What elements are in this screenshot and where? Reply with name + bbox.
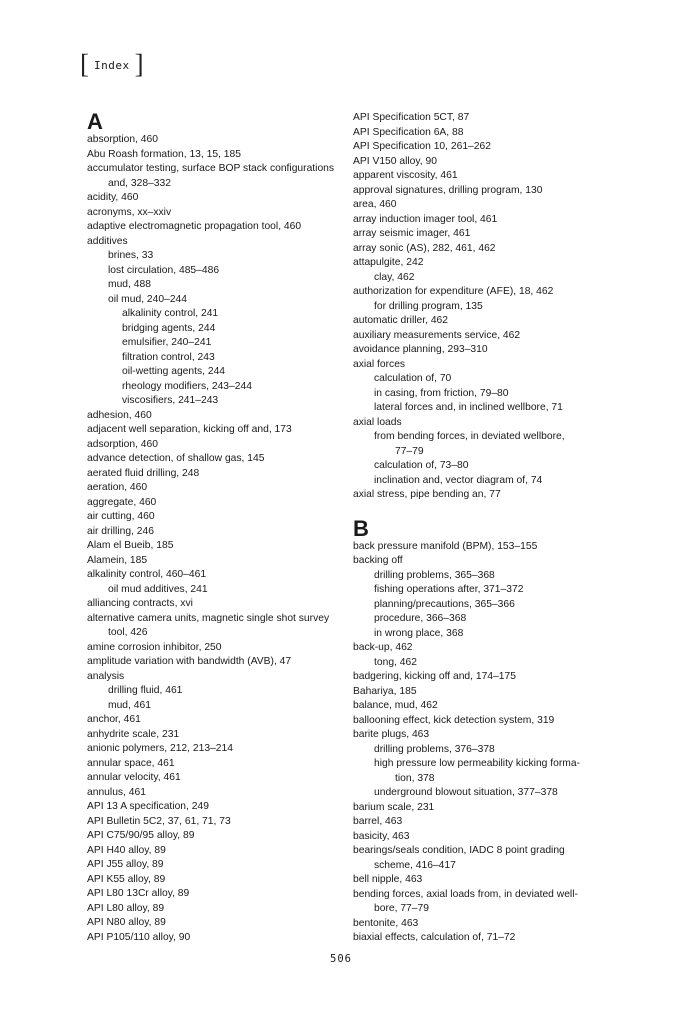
index-entry: apparent viscosity, 461 xyxy=(353,170,458,181)
index-entry: API N80 alloy, 89 xyxy=(87,917,166,928)
index-entry: attapulgite, 242 xyxy=(353,257,424,268)
index-entry: API Specification 5CT, 87 xyxy=(353,112,470,123)
index-entry: annulus, 461 xyxy=(87,786,146,798)
index-entry: API L80 alloy, 89 xyxy=(87,902,165,914)
index-entry: bentonite, 463 xyxy=(353,917,419,929)
index-entry: basicity, 463 xyxy=(353,830,410,842)
index-entry: ballooning effect, kick detection system, 319 xyxy=(353,714,555,726)
index-entry: anionic polymers, 212, 213–214 xyxy=(87,743,233,754)
index-subentry: high pressure low permeability kicking forma- xyxy=(374,758,581,769)
index-entry: anhydrite scale, 231 xyxy=(87,728,180,740)
index-entry: annular velocity, 461 xyxy=(87,772,181,783)
index-subentry: viscosifiers, 241–243 xyxy=(122,395,219,406)
index-entry: amine corrosion inhibitor, 250 xyxy=(87,641,222,653)
index-entry: axial loads xyxy=(353,416,402,428)
section-letter-a: A xyxy=(87,109,103,134)
index-entry: API Specification 6A, 88 xyxy=(353,126,464,138)
index-entry: adaptive electromagnetic propagation tool, 460 xyxy=(87,221,302,232)
index-subentry: tong, 462 xyxy=(374,656,417,668)
index-subentry: mud, 461 xyxy=(108,699,151,711)
index-subentry: underground blowout situation, 377–378 xyxy=(374,787,558,798)
index-entry: alternative camera units, magnetic single shot survey xyxy=(87,612,330,624)
index-subentry: scheme, 416–417 xyxy=(374,859,456,871)
index-entry: API L80 13Cr alloy, 89 xyxy=(87,888,190,899)
index-entry: backing off xyxy=(353,555,403,566)
index-column-right xyxy=(353,111,618,946)
index-entry: back pressure manifold (BPM), 153–155 xyxy=(353,540,538,552)
index-entry: authorization for expenditure (AFE), 18, 462 xyxy=(353,286,554,297)
index-entry: API Bulletin 5C2, 37, 61, 71, 73 xyxy=(87,815,231,827)
index-subentry: calculation of, 70 xyxy=(374,373,452,384)
index-subentry: bridging agents, 244 xyxy=(122,322,216,334)
index-list-b xyxy=(353,540,618,946)
index-subentry: oil mud additives, 241 xyxy=(108,583,208,595)
index-entry: amplitude variation with bandwidth (AVB), 47 xyxy=(87,656,292,667)
index-entry: barrel, 463 xyxy=(353,816,403,827)
header-title: Index xyxy=(94,58,130,72)
index-subentry: in casing, from friction, 79–80 xyxy=(374,387,509,399)
index-entry: API C75/90/95 alloy, 89 xyxy=(87,830,195,841)
index-subentry: drilling problems, 365–368 xyxy=(374,569,495,581)
header-bracket-close: ] xyxy=(134,49,144,79)
index-subentry: and, 328–332 xyxy=(108,177,171,189)
index-subentry: planning/precautions, 365–366 xyxy=(374,598,515,610)
index-subentry: in wrong place, 368 xyxy=(374,627,464,639)
index-subentry: alkalinity control, 241 xyxy=(122,308,219,319)
index-subentry: inclination and, vector diagram of, 74 xyxy=(374,474,543,486)
index-subentry: drilling fluid, 461 xyxy=(108,685,183,696)
index-subentry: filtration control, 243 xyxy=(122,351,215,363)
index-subentry: oil mud, 240–244 xyxy=(108,293,188,305)
index-entry: advance detection, of shallow gas, 145 xyxy=(87,453,265,464)
index-subentry: emulsifier, 240–241 xyxy=(122,337,212,348)
index-entry: alkalinity control, 460–461 xyxy=(87,569,207,580)
index-entry: adsorption, 460 xyxy=(87,438,158,450)
index-subentry: mud, 488 xyxy=(108,279,151,290)
index-entry: Abu Roash formation, 13, 15, 185 xyxy=(87,148,241,160)
index-entry: anchor, 461 xyxy=(87,714,141,725)
index-entry: bearings/seals condition, IADC 8 point grading xyxy=(353,845,565,856)
index-entry: adjacent well separation, kicking off and, 173 xyxy=(87,424,292,435)
index-entry: additives xyxy=(87,235,128,247)
section-gap xyxy=(353,503,618,518)
header-bracket-open: [ xyxy=(80,49,89,79)
index-entry: back-up, 462 xyxy=(353,642,413,653)
index-entry: API J55 alloy, 89 xyxy=(87,859,164,870)
index-entry: badgering, kicking off and, 174–175 xyxy=(353,671,516,682)
index-subentry: procedure, 366–368 xyxy=(374,613,467,624)
index-subentry: 77–79 xyxy=(395,445,424,457)
index-subentry: clay, 462 xyxy=(374,271,415,283)
index-subentry: calculation of, 73–80 xyxy=(374,460,469,471)
index-entry: bending forces, axial loads from, in deviated well- xyxy=(353,888,578,900)
index-list-a-left xyxy=(87,133,352,945)
index-entry: API H40 alloy, 89 xyxy=(87,844,166,856)
index-entry: auxiliary measurements service, 462 xyxy=(353,329,521,341)
index-entry: absorption, 460 xyxy=(87,134,158,145)
index-list-a-right xyxy=(353,111,618,503)
index-subentry: for drilling program, 135 xyxy=(374,300,483,312)
index-column-left xyxy=(87,111,352,945)
index-subentry: rheology modifiers, 243–244 xyxy=(122,380,252,392)
index-entry: adhesion, 460 xyxy=(87,409,152,421)
index-subentry: from bending forces, in deviated wellbore, xyxy=(374,431,565,442)
index-entry: Bahariya, 185 xyxy=(353,685,417,697)
index-subentry: lost circulation, 485–486 xyxy=(108,264,220,276)
index-entry: aerated fluid drilling, 248 xyxy=(87,467,200,479)
index-entry: air drilling, 246 xyxy=(87,525,154,537)
index-subentry: tion, 378 xyxy=(395,772,435,784)
index-entry: aggregate, 460 xyxy=(87,496,157,508)
index-entry: API V150 alloy, 90 xyxy=(353,155,437,167)
index-subentry: lateral forces and, in inclined wellbore, 71 xyxy=(374,402,563,413)
index-entry: alliancing contracts, xvi xyxy=(87,598,193,609)
index-entry: barite plugs, 463 xyxy=(353,729,430,740)
index-entry: approval signatures, drilling program, 130 xyxy=(353,184,543,196)
index-subentry: drilling problems, 376–378 xyxy=(374,743,495,755)
index-subentry: oil-wetting agents, 244 xyxy=(122,366,226,377)
index-entry: array induction imager tool, 461 xyxy=(353,213,498,225)
index-entry: air cutting, 460 xyxy=(87,511,155,522)
index-entry: acidity, 460 xyxy=(87,192,139,203)
index-entry: biaxial effects, calculation of, 71–72 xyxy=(353,932,516,943)
index-entry: API 13 A specification, 249 xyxy=(87,801,209,812)
index-entry: area, 460 xyxy=(353,199,397,210)
index-entry: array seismic imager, 461 xyxy=(353,228,471,239)
index-entry: acronyms, xx–xxiv xyxy=(87,206,172,218)
index-entry: balance, mud, 462 xyxy=(353,700,438,711)
index-entry: API K55 alloy, 89 xyxy=(87,873,166,885)
index-subentry: fishing operations after, 371–372 xyxy=(374,584,524,595)
index-entry: Alamein, 185 xyxy=(87,554,148,566)
index-subentry: tool, 426 xyxy=(108,627,148,638)
section-letter-b: B xyxy=(353,515,369,541)
index-entry: automatic driller, 462 xyxy=(353,315,449,326)
index-entry: API Specification 10, 261–262 xyxy=(353,141,491,152)
index-subentry: bore, 77–79 xyxy=(374,903,429,914)
page-number: 506 xyxy=(330,953,352,965)
index-entry: aeration, 460 xyxy=(87,482,148,493)
index-entry: bell nipple, 463 xyxy=(353,874,423,885)
index-entry: accumulator testing, surface BOP stack configurations xyxy=(87,163,335,174)
index-entry: barium scale, 231 xyxy=(353,801,435,813)
index-entry: analysis xyxy=(87,670,125,682)
index-entry: axial forces xyxy=(353,358,406,370)
running-header xyxy=(80,49,144,79)
index-entry: Alam el Bueib, 185 xyxy=(87,540,174,551)
index-entry: API P105/110 alloy, 90 xyxy=(87,931,191,943)
index-entry: annular space, 461 xyxy=(87,757,175,769)
index-entry: array sonic (AS), 282, 461, 462 xyxy=(353,242,496,254)
index-entry: axial stress, pipe bending an, 77 xyxy=(353,489,501,500)
index-entry: avoidance planning, 293–310 xyxy=(353,344,488,355)
index-subentry: brines, 33 xyxy=(108,250,154,261)
